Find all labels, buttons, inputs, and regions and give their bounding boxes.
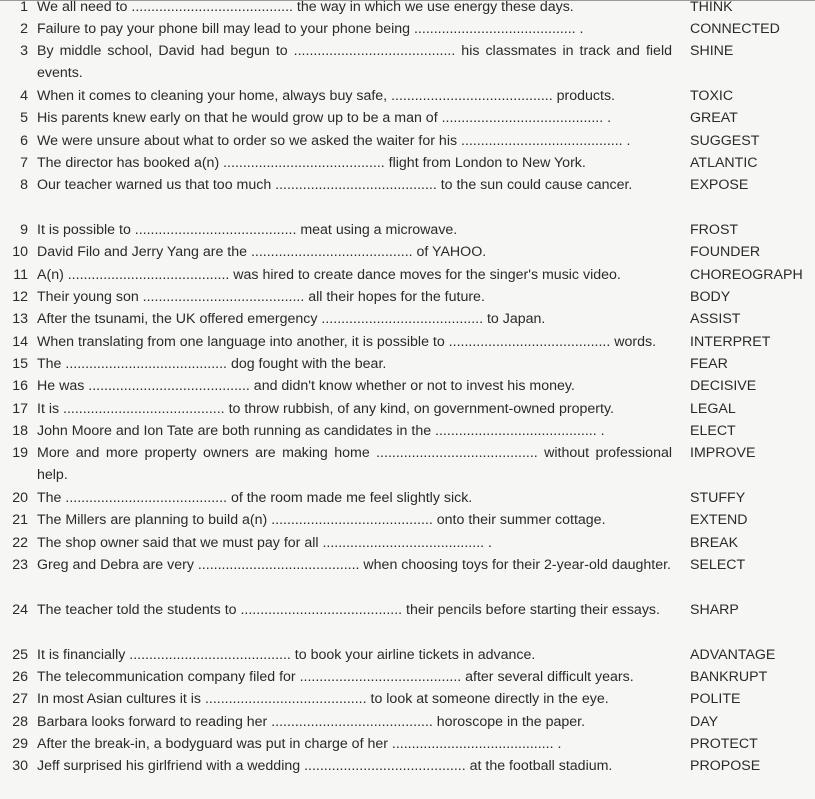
- item-sentence: After the tsunami, the UK offered emergency ......................................... to Japan.: [37, 311, 546, 327]
- item-number: 12: [12, 289, 28, 305]
- item-number: 15: [12, 356, 28, 372]
- item-number: 6: [20, 133, 28, 149]
- item-sentence: Barbara looks forward to reading her ......................................... horoscope in the paper.: [37, 714, 586, 730]
- item-sentence: The ......................................... of the room made me feel slightly sick.: [37, 490, 473, 506]
- item-number: 13: [12, 311, 28, 327]
- item-stem-word: SHARP: [690, 602, 739, 618]
- item-sentence: After the break-in, a bodyguard was put in charge of her ......................................... .: [37, 736, 562, 752]
- item-number: 16: [12, 378, 28, 394]
- item-stem-word: BANKRUPT: [690, 669, 768, 685]
- item-sentence: The ......................................... dog fought with the bear.: [37, 356, 387, 372]
- item-sentence: We all need to ......................................... the way in which we use energy these days.: [37, 0, 574, 15]
- item-stem-word: CHOREOGRAPH: [690, 267, 803, 283]
- item-sentence: In most Asian cultures it is ......................................... to look at someone directly in the eye.: [37, 691, 609, 707]
- item-number: 10: [12, 244, 28, 260]
- item-stem-word: PROPOSE: [690, 758, 761, 774]
- item-sentence: More and more property owners are making home ......................................... without professional help.: [37, 445, 672, 484]
- item-number: 27: [12, 691, 28, 707]
- item-sentence: We were unsure about what to order so we asked the waiter for his ......................................... .: [37, 133, 631, 149]
- item-sentence: The director has booked a(n) ......................................... flight from London to New York.: [37, 155, 586, 171]
- item-stem-word: SUGGEST: [690, 133, 760, 149]
- item-stem-word: INTERPRET: [690, 334, 771, 350]
- item-number: 28: [12, 714, 28, 730]
- item-stem-word: FROST: [690, 222, 739, 238]
- item-number: 26: [12, 669, 28, 685]
- item-sentence: It is financially ......................................... to book your airline tickets in advance.: [37, 647, 536, 663]
- item-sentence: He was ......................................... and didn't know whether or not to invest his money.: [37, 378, 575, 394]
- item-sentence: When translating from one language into another, it is possible to ......................................... words.: [37, 334, 657, 350]
- item-sentence: The shop owner said that we must pay for all ......................................... .: [37, 535, 492, 551]
- item-stem-word: BODY: [690, 289, 731, 305]
- item-sentence: His parents knew early on that he would grow up to be a man of ......................................... .: [37, 110, 612, 126]
- item-number: 5: [20, 110, 28, 126]
- item-stem-word: STUFFY: [690, 490, 746, 506]
- item-sentence: Jeff surprised his girlfriend with a wedding ......................................... at the football stadium.: [37, 758, 613, 774]
- item-stem-word: ADVANTAGE: [690, 647, 776, 663]
- item-stem-word: SELECT: [690, 557, 746, 573]
- item-number: 29: [12, 736, 28, 752]
- item-stem-word: BREAK: [690, 535, 739, 551]
- item-number: 24: [12, 602, 28, 618]
- item-number: 19: [12, 445, 28, 461]
- item-number: 20: [12, 490, 28, 506]
- item-number: 9: [20, 222, 28, 238]
- item-sentence: A(n) ......................................... was hired to create dance moves for the singer's music video.: [37, 267, 621, 283]
- item-sentence: It is ......................................... to throw rubbish, of any kind, on government-owned property.: [37, 401, 614, 417]
- item-number: 14: [12, 334, 28, 350]
- item-stem-word: GREAT: [690, 110, 738, 126]
- item-stem-word: THINK: [690, 0, 733, 15]
- item-number: 25: [12, 647, 28, 663]
- item-sentence: It is possible to ......................................... meat using a microwave.: [37, 222, 458, 238]
- item-number: 11: [13, 267, 28, 283]
- item-stem-word: FEAR: [690, 356, 728, 372]
- item-number: 30: [12, 758, 28, 774]
- item-stem-word: ELECT: [690, 423, 736, 439]
- item-sentence: David Filo and Jerry Yang are the ......................................... of YAHOO.: [37, 244, 487, 260]
- item-number: 3: [20, 43, 28, 59]
- item-stem-word: POLITE: [690, 691, 741, 707]
- item-number: 7: [20, 155, 28, 171]
- item-stem-word: FOUNDER: [690, 244, 761, 260]
- item-stem-word: SHINE: [690, 43, 734, 59]
- item-number: 1: [20, 0, 28, 15]
- item-number: 2: [20, 21, 28, 37]
- item-sentence: When it comes to cleaning your home, always buy safe, ......................................... products.: [37, 88, 615, 104]
- item-number: 4: [20, 88, 28, 104]
- item-stem-word: DAY: [690, 714, 719, 730]
- item-stem-word: LEGAL: [690, 401, 736, 417]
- item-number: 23: [12, 557, 28, 573]
- item-stem-word: PROTECT: [690, 736, 758, 752]
- item-number: 17: [12, 401, 28, 417]
- item-sentence: Their young son ......................................... all their hopes for the future.: [37, 289, 485, 305]
- item-stem-word: EXPOSE: [690, 177, 749, 193]
- item-sentence: John Moore and Ion Tate are both running as candidates in the ......................................... .: [37, 423, 605, 439]
- item-stem-word: EXTEND: [690, 512, 748, 528]
- item-number: 21: [12, 512, 28, 528]
- item-number: 22: [12, 535, 28, 551]
- item-sentence: Our teacher warned us that too much ......................................... to the sun could cause cancer.: [37, 177, 633, 193]
- item-sentence: The Millers are planning to build a(n) ......................................... onto their summer cottage.: [37, 512, 606, 528]
- item-sentence: Failure to pay your phone bill may lead to your phone being ......................................... .: [37, 21, 584, 37]
- item-stem-word: ATLANTIC: [690, 155, 758, 171]
- item-number: 8: [20, 177, 28, 193]
- item-stem-word: DECISIVE: [690, 378, 757, 394]
- item-sentence: The telecommunication company filed for ......................................... after several difficult years.: [37, 669, 634, 685]
- item-stem-word: IMPROVE: [690, 445, 756, 461]
- item-number: 18: [12, 423, 28, 439]
- item-sentence: The teacher told the students to ......................................... their pencils before starting their essays.: [37, 602, 660, 618]
- item-stem-word: TOXIC: [690, 88, 734, 104]
- item-sentence: Greg and Debra are very ......................................... when choosing toys for their 2-year-old daughter.: [37, 557, 671, 573]
- item-sentence: By middle school, David had begun to ......................................... his classmates in track and field events.: [37, 43, 672, 82]
- item-stem-word: CONNECTED: [690, 21, 780, 37]
- item-stem-word: ASSIST: [690, 311, 741, 327]
